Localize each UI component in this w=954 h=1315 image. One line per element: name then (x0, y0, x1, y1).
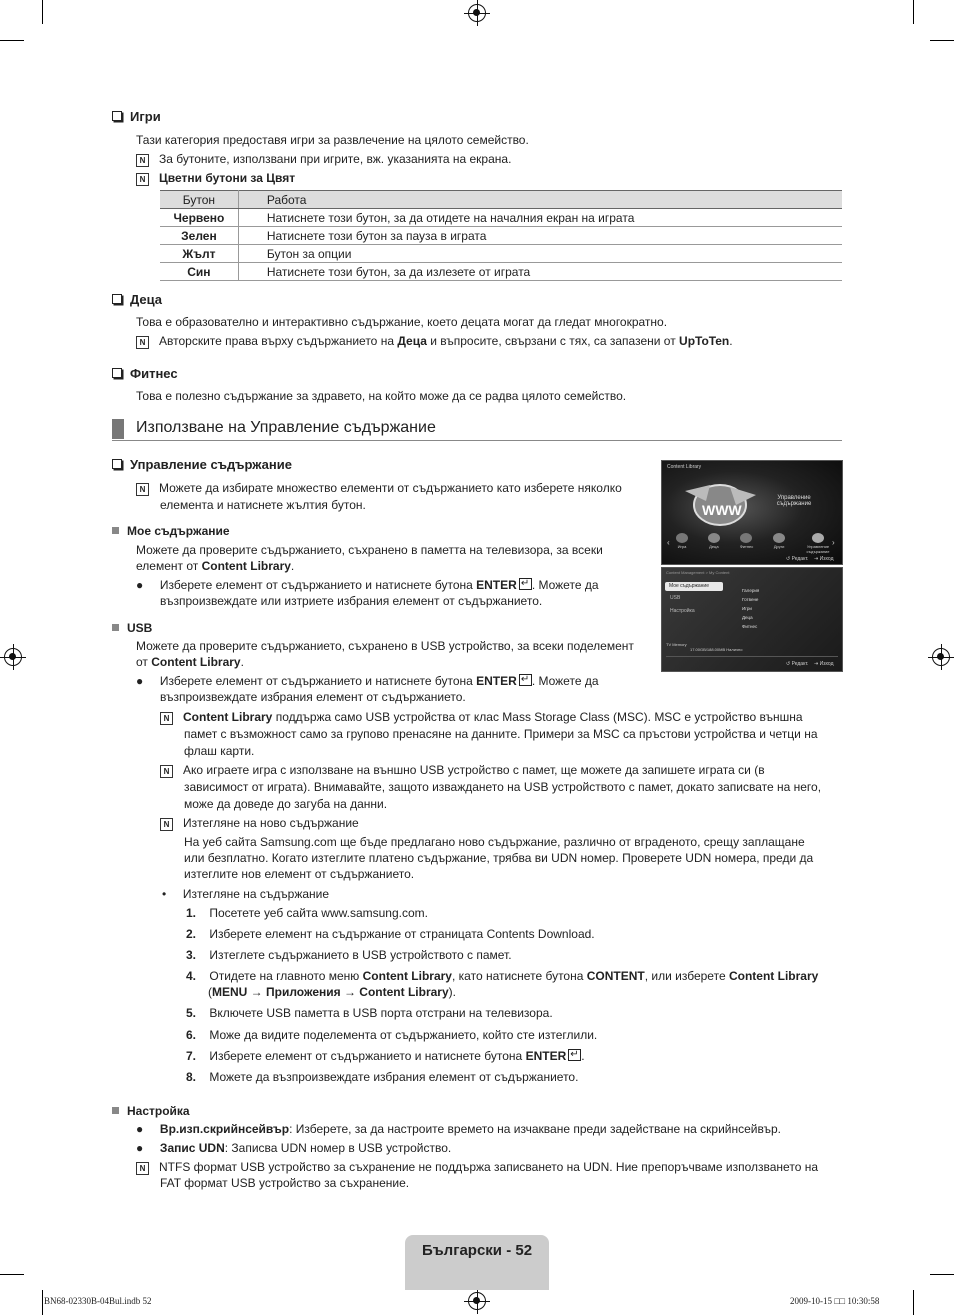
crop-mark (930, 1274, 954, 1275)
checkbox-icon (112, 368, 122, 378)
memory-value: 17.00GB/188.00MB Налично (690, 647, 743, 652)
square-bullet-icon (112, 527, 119, 534)
checkbox-icon (112, 459, 122, 469)
list-item: Фитнес (742, 624, 758, 629)
screen-title: Content Library (667, 464, 702, 470)
left-arrow-icon: ‹ (667, 538, 670, 547)
games-note-1: N За бутоните, използвани при игрите, вж. указанията на екрана. (136, 151, 511, 167)
page-number: Български - 52 (421, 1242, 533, 1259)
settings-heading: Настройка (112, 1103, 190, 1119)
table-header: Бутон (160, 191, 238, 209)
usb-note-3: N Изтегляне на ново съдържание (160, 815, 359, 831)
section-title-text: Използване на Управление съдържание (136, 419, 436, 436)
usb-note-3-line: На уеб сайта Samsung.com ще бъде предлагано ново съдържание, различно от вграденото, срещу заплащане (184, 835, 805, 849)
fitness-desc: Това е полезно съдържание за здравето, на който може да се радва цялото семейство. (136, 389, 627, 403)
print-date: 2009-10-15 □□ 10:30:58 (790, 1296, 880, 1306)
note-icon: N (136, 1162, 149, 1175)
screen-right-label: Управление съдържание (776, 495, 812, 507)
table-cell: Син (160, 263, 238, 281)
file-name: BN68-02330B-04Bul.indb 52 (44, 1296, 152, 1306)
crop-mark (42, 1290, 43, 1315)
step-3: 3. Изтеглете съдържанието в USB устройството с памет. (186, 948, 512, 962)
checkbox-icon (112, 111, 122, 121)
screen-footer: ↺ Редакт. ⇥ Изход (786, 556, 834, 562)
usb-note-1-line: памет с възможност само за групово пренасяне на данните. Примери за MSC са пръстови устройства и четци на (184, 727, 818, 741)
table-row (160, 263, 842, 281)
square-bullet-icon (112, 624, 119, 631)
section-bar (112, 419, 124, 439)
registration-mark-icon (932, 648, 950, 666)
usb-bullet: ● Изберете елемент от съдържанието и натиснете бутона ENTER↵ . Можете да (136, 673, 599, 689)
fitness-heading: Фитнес (112, 366, 178, 381)
games-note-2: N Цветни бутони за Цвят (136, 170, 295, 186)
download-title: • Изтегляне на съдържание (162, 887, 330, 901)
right-arrow-icon: › (832, 538, 835, 547)
registration-mark-icon (4, 648, 22, 666)
table-cell: Жълт (160, 245, 238, 263)
section-title (112, 418, 842, 441)
my-content-text: Можете да проверите съдържанието, съхранено в паметта на телевизора, за всеки (136, 543, 603, 557)
color-buttons-table (160, 190, 842, 281)
crop-mark (0, 1274, 24, 1275)
step-4: 4. Отидете на главното меню Content Library, като натиснете бутона CONTENT, или изберете Content Library (186, 969, 819, 983)
step-2: 2. Изберете елемент на съдържание от страницата Contents Download. (186, 927, 595, 941)
step-4-line-2: (MENU → Приложения → Content Library). (208, 985, 456, 999)
my-content-bullet: ● Изберете елемент от съдържанието и натиснете бутона ENTER↵ . Можете да (136, 577, 599, 593)
settings-note-line-2: FAT формат USB устройство за съхранение. (160, 1176, 410, 1190)
menu-settings: Настройка (670, 608, 695, 614)
my-content-text-2: елемент от Content Library. (136, 559, 295, 573)
usb-note-1: N Content Library поддържа само USB устройства от клас Mass Storage Class (MSC). MSC е устройство външна (160, 709, 803, 725)
table-cell: Червено (160, 209, 238, 227)
note-icon: N (160, 712, 173, 725)
settings-bullet-1: ● Вр.изп.скрийнсейвър: Изберете, за да настроите времето на изчакване преди задействане на скрийнсейвър. (136, 1122, 781, 1136)
cm-note-line-2: елемента и натиснете жълтия бутон. (160, 498, 366, 512)
enter-icon (519, 578, 532, 590)
tab-kids: Деца (708, 533, 720, 551)
usb-heading: USB (112, 620, 152, 636)
enter-icon (568, 1049, 581, 1061)
menu-usb: USB (670, 595, 681, 601)
content-list (742, 586, 759, 631)
tv-screen-content-library (661, 460, 843, 565)
step-1: 1. Посетете уеб сайта www.samsung.com. (186, 906, 428, 920)
svg-text:WWW: WWW (702, 502, 742, 518)
table-row (160, 209, 842, 227)
tab-content-management: Управление съдържание (805, 533, 831, 551)
www-logo-icon (680, 479, 760, 529)
screen-footer: ↺ Редакт. ⇥ Изход (786, 661, 834, 667)
usb-note-1-line: флаш карти. (184, 744, 255, 758)
menu-my-content: Мое съдържание (665, 582, 723, 591)
memory-label: TV Memory (666, 642, 687, 647)
note-icon: N (136, 483, 149, 496)
note-icon: N (160, 818, 173, 831)
note-icon: N (136, 154, 149, 167)
table-cell: Зелен (160, 227, 238, 245)
list-item: Деца (742, 615, 753, 620)
note-icon: N (136, 336, 149, 349)
my-content-heading: Мое съдържание (112, 523, 230, 539)
list-item: Галерия (742, 588, 760, 593)
usb-note-2-line: може да доведе до загуба на данни. (184, 797, 388, 811)
step-7: 7. Изберете елемент от съдържанието и натиснете бутона ENTER↵ . (186, 1048, 585, 1064)
note-icon: N (136, 173, 149, 186)
settings-bullet-2: ● Запис UDN: Записва UDN номер в USB устройство. (136, 1141, 452, 1155)
kids-heading: Деца (112, 292, 162, 307)
tv-screen-my-content (661, 567, 843, 672)
table-cell: Натиснете този бутон, за да излезете от играта (238, 263, 842, 281)
table-cell: Бутон за опции (238, 245, 842, 263)
tab-other: Други (773, 533, 785, 551)
games-heading: Игри (112, 109, 161, 124)
registration-mark-icon (468, 1292, 486, 1310)
step-6: 6. Може да видите поделемента от съдържанието, който сте изтеглили. (186, 1028, 598, 1042)
my-content-bullet-2: възпроизвеждате или изтриете избрания елемент от съдържанието. (160, 594, 543, 608)
usb-bullet-2: възпроизвеждате избрания елемент от съдържанието. (160, 690, 466, 704)
screen-tabs (676, 533, 831, 554)
step-8: 8. Можете да възпроизвеждате избрания елемент от съдържанието. (186, 1070, 579, 1084)
screen-title: Content Management > My Content (666, 570, 730, 575)
list-item: Игри (742, 606, 752, 611)
usb-note-2-line: зависимост от играта). Внимавайте, защото изваждането на USB устройството с памет, докато записвате на него, (184, 780, 822, 794)
table-cell: Натиснете този бутон, за да отидете на началния екран на играта (238, 209, 842, 227)
usb-note-3-line: или безплатно. Когато изтеглите платено съдържание, трябва ви UDN номер. Проверете UDN номера, преди да (184, 851, 814, 865)
crop-mark (913, 1290, 914, 1315)
usb-note-2: N Ако играете игра с използване на външно USB устройство с памет, ще можете да запишете играта си (в (160, 762, 765, 778)
table-row (160, 245, 842, 263)
usb-text-2: от Content Library. (136, 655, 244, 669)
square-bullet-icon (112, 1107, 119, 1114)
step-5: 5. Включете USB паметта в USB порта отстрани на телевизора. (186, 1006, 553, 1020)
table-row (160, 227, 842, 245)
kids-note: N Авторските права върху съдържанието на Деца и въпросите, свързани с тях, са запазени от UpToTen. (136, 333, 733, 349)
crop-mark (0, 40, 24, 41)
checkbox-icon (112, 294, 122, 304)
table-cell: Натиснете този бутон за пауза в играта (238, 227, 842, 245)
note-icon: N (160, 765, 173, 778)
crop-mark (930, 40, 954, 41)
tab-games: Игра (676, 533, 688, 551)
usb-text: Можете да проверите съдържанието, съхранено в USB устройство, за всеки поделемент (136, 639, 634, 653)
crop-mark (913, 0, 914, 24)
crop-mark (42, 0, 43, 24)
settings-note: N NTFS формат USB устройство за съхранение не поддържа записването на UDN. Ние препоръчваме използването на (136, 1159, 818, 1175)
enter-icon (519, 674, 532, 686)
cm-heading: Управление съдържание (112, 457, 292, 472)
cm-note: N Можете да избирате множество елементи от съдържанието като изберете няколко (136, 480, 622, 496)
registration-mark-icon (468, 4, 486, 22)
list-item: Готвене (742, 597, 759, 602)
usb-note-3-line: изтеглите нов елемент от съдържанието. (184, 867, 415, 881)
page-footer-tab (405, 1235, 549, 1290)
games-desc: Тази категория предоставя игри за развлечение на цялото семейство. (136, 133, 529, 147)
tab-fitness: Фитнес (740, 533, 754, 551)
table-header: Работа (238, 191, 842, 209)
kids-desc: Това е образователно и интерактивно съдържание, което децата могат да гледат многократно. (136, 315, 668, 329)
